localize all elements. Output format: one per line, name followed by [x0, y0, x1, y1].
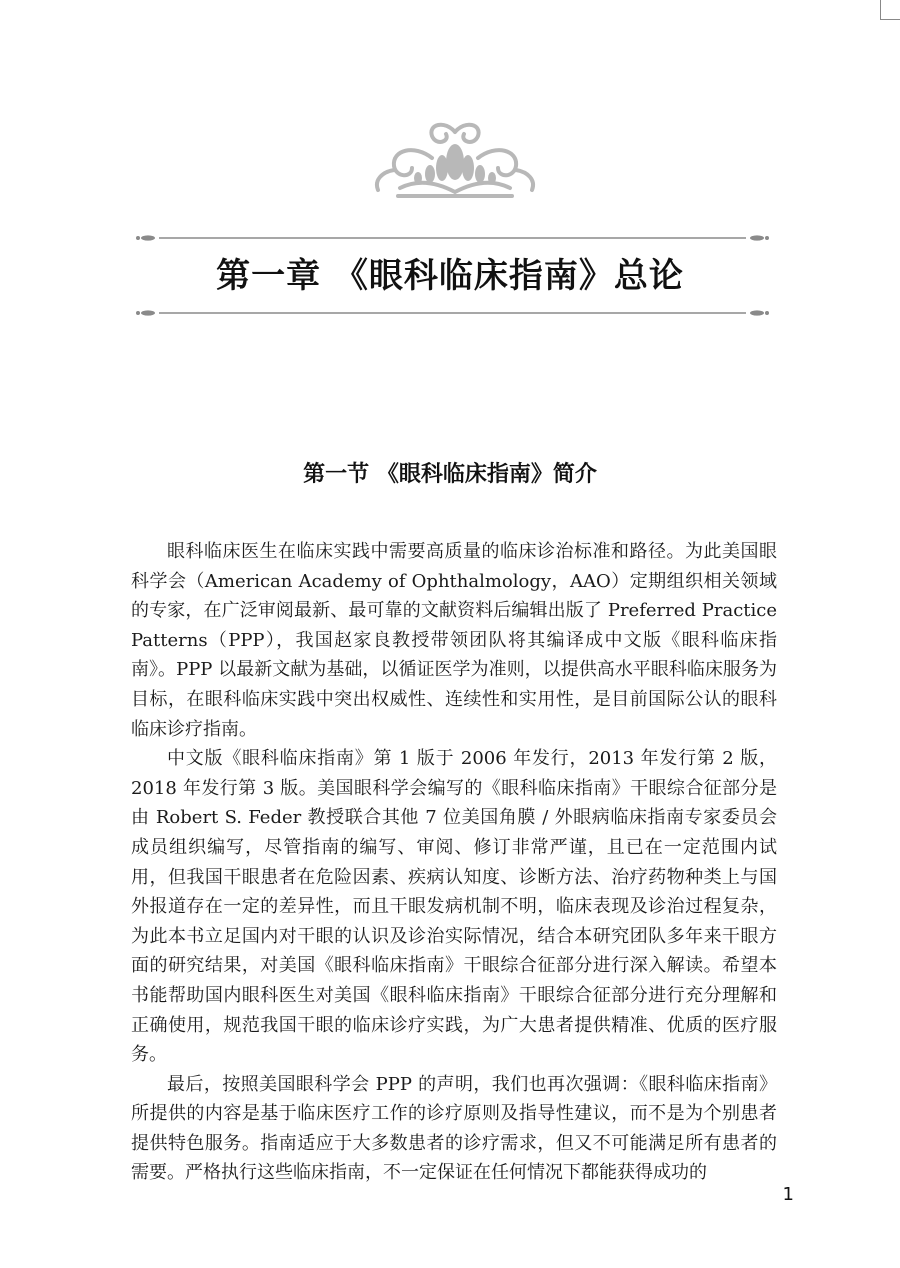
- page-corner-mark: [880, 0, 900, 20]
- chapter-title: 第一章 《眼科临床指南》总论: [216, 256, 684, 296]
- section-title: 第一节 《眼科临床指南》简介: [303, 462, 597, 487]
- body-text: [131, 537, 777, 1188]
- chapter-bottom-rule: [135, 306, 770, 320]
- floral-scroll-ornament-icon: [370, 118, 540, 203]
- paragraph: 眼科临床医生在临床实践中需要高质量的临床诊治标准和路径。为此美国眼科学会（American Academy of Ophthalmology，AAO）定期组织相关领域的专家，在广泛审阅最新、最可靠的文献资料后编辑出版了 Preferred Practice Patterns（PPP），我国赵家良教授带领团队将其编译成中文版《眼科临床指南》。PPP 以最新文献为基础，以循证医学为准则，以提供高水平眼科临床服务为目标，在眼科临床实践中突出权威性、连续性和实用性，是目前国际公认的眼科临床诊疗指南。: [131, 541, 777, 740]
- chapter-top-rule: [135, 231, 770, 245]
- paragraph: 最后，按照美国眼科学会 PPP 的声明，我们也再次强调：《眼科临床指南》所提供的内容是基于临床医疗工作的诊疗原则及指导性建议，而不是为个别患者提供特色服务。指南适应于大多数患者的诊疗需求，但又不可能满足所有患者的需要。严格执行这些临床指南，不一定保证在任何情况下都能获得成功的: [131, 1073, 777, 1184]
- paragraph: 中文版《眼科临床指南》第 1 版于 2006 年发行，2013 年发行第 2 版，2018 年发行第 3 版。美国眼科学会编写的《眼科临床指南》干眼综合征部分是由 Robert S. Feder 教授联合其他 7 位美国角膜 / 外眼病临床指南专家委员会成员组织编写，尽管指南的编写、审阅、修订非常严谨，且已在一定范围内试用，但我国干眼患者在危险因素、疾病认知度、诊断方法、治疗药物种类上与国外报道存在一定的差异性，而且干眼发病机制不明，临床表现及诊治过程复杂，为此本书立足国内对干眼的认识及诊治实际情况，结合本研究团队多年来干眼方面的研究结果，对美国《眼科临床指南》干眼综合征部分进行深入解读。希望本书能帮助国内眼科医生对美国《眼科临床指南》干眼综合征部分进行充分理解和正确使用，规范我国干眼的临床诊疗实践，为广大患者提供精准、优质的医疗服务。: [131, 748, 777, 1066]
- page-number: 1: [782, 1184, 794, 1205]
